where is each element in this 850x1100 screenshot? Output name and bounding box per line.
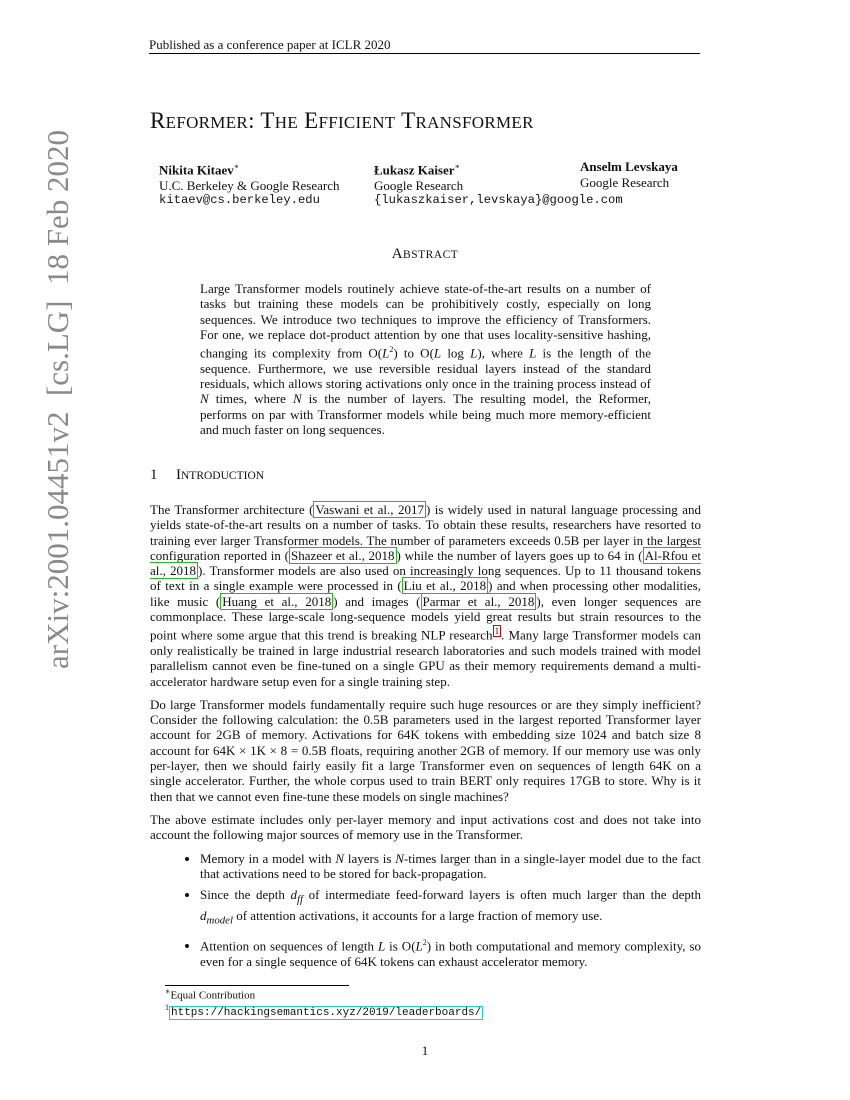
author-email[interactable]: kitaev@cs.berkeley.edu (159, 193, 320, 208)
abstract-heading: ABSTRACT (391, 246, 459, 262)
author-block-kaiser: Łukasz Kaiser∗ Google Research {lukaszkaiser,levskaya}@google.com (374, 162, 623, 208)
section-heading-introduction: 1 INTRODUCTION (150, 467, 265, 483)
paragraph: Do large Transformer models fundamentally require such huge resources or are they simply inefficient? Consider the following calculation: the 0.5B parameters used in the largest reported Transformer layer account for 2GB of memory. Activations for 64K tokens with embedding size 1024 and batch size 8 account for 64K × 1K × 8 = 0.5B floats, requiring another 2GB of memory. If our memory use was only per-layer, then we should fairly easily fit a large Transformer even on sequences of length 64K on a single accelerator. Further, the whole corpus used to train BERT only requires 17GB to store. Why is it then that we cannot even fine-tune these models on single machines? (150, 696, 701, 804)
author-name: Nikita Kitaev (159, 162, 234, 178)
author-email[interactable]: {lukaszkaiser,levskaya}@google.com (374, 193, 623, 208)
footnote-link[interactable]: 1 (494, 626, 500, 637)
author-block-kitaev: Nikita Kitaev∗ U.C. Berkeley & Google Research kitaev@cs.berkeley.edu (159, 162, 340, 208)
author-affiliation: Google Research (374, 177, 464, 193)
citation-link[interactable]: Al-Rfou et al., 2018 (150, 547, 701, 579)
citation-link[interactable]: Huang et al., 2018 (222, 593, 332, 609)
footnote-equal-contribution: ∗Equal Contribution (165, 987, 256, 1002)
abstract-text: Large Transformer models routinely achieve state-of-the-art results on a number of tasks but training these models can be prohibitively costly, especially on long sequences. We introduce two techniques to improve the efficiency of Transformers. For one, we replace dot-product attention by one that uses locality-sensitive hashing, changing its complexity from $O(L^2)$ to O(L log L), where L is the length of the sequence. Furthermore, we use reversible residual layers instead of the standard residuals, which allows storing activations only once in the training process instead of N times, where N is the number of layers. The resulting model, the Reformer, performs on par with Transformer models while being much more memory-efficient and much faster on long sequences. (200, 281, 651, 437)
author-affiliation: Google Research (580, 174, 670, 190)
list-item: • Attention on sequences of length L is $O(L^2)$ in both computational and memory complexity, so even for a single sequence of 64K tokens can exhaust accelerator memory. (200, 935, 701, 969)
author-block-levskaya (580, 159, 678, 190)
list-item: • Memory in a model with N layers is N-times larger than in a single-layer model due to the fact that activations need to be stored for back-propagation. (200, 851, 701, 882)
footnote-rule (165, 985, 349, 986)
list-item: • Since the depth $d_{ff}$ of intermediate feed-forward layers is often much larger than the depth $d_{model}$ of attention activations, it accounts for a large fraction of memory use. (200, 887, 701, 929)
citation-link[interactable]: Shazeer et al., 2018 (290, 547, 395, 563)
author-name: Łukasz Kaiser (374, 162, 455, 178)
page-number: 1 (421, 1043, 429, 1058)
paragraph: The Transformer architecture ( Vaswani et al., 2017 ) is widely used in natural language processing and yields state-of-the-art results on a number of tasks. To obtain these results, researchers have resorted to training ever larger Transformer models. The number of parameters exceeds 0.5B per layer in the largest configuration reported in ( Shazeer et al., 2018 ) while the number of layers goes up to 64 in ( Al-Rfou et al., 2018 ). Transformer models are also used on increasingly long sequences. Up to 11 thousand tokens of text in a single example were processed in ( Liu et al., 2018 ) and when processing other modalities, like music ( Huang et al., 2018 ) and images ( Parmar et al., 2018 ), even longer sequences are commonplace. These large-scale long-sequence models yield great results but strain resources to the point where some argue that this trend is breaking NLP research $^1$ . Many large Transformer models can only realistically be trained in large industrial research laboratories and such models trained with model parallelism cannot even be fine-tuned on a single GPU as their memory requirements demand a multi-accelerator hardware setup even for a single training step. (150, 502, 701, 689)
header-rule (149, 53, 700, 54)
author-affiliation: U.C. Berkeley & Google Research (159, 177, 340, 193)
paragraph: The above estimate includes only per-layer memory and input activations cost and does not take into account the following major sources of memory use in the Transformer. (150, 811, 701, 843)
footnote-url: $^1$ https://hackingsemantics.xyz/2019/leaderboards/ (165, 1003, 482, 1019)
introduction-body (150, 502, 701, 975)
arxiv-stamp: arXiv:2001.04451v2 [cs.LG] 18 Feb 2020 (40, 130, 75, 669)
author-name: Anselm Levskaya (580, 159, 678, 174)
citation-link[interactable]: Parmar et al., 2018 (422, 593, 535, 609)
running-header: Published as a conference paper at ICLR 2020 (149, 37, 391, 52)
paper-title: REFORMER: THE EFFICIENT TRANSFORMER (150, 108, 534, 133)
footnote-url-link[interactable]: https://hackingsemantics.xyz/2019/leaderboards/ (171, 1006, 482, 1019)
citation-link[interactable]: Liu et al., 2018 (403, 578, 487, 594)
memory-sources-list (150, 851, 701, 969)
citation-link[interactable]: Vaswani et al., 2017 (315, 502, 424, 517)
